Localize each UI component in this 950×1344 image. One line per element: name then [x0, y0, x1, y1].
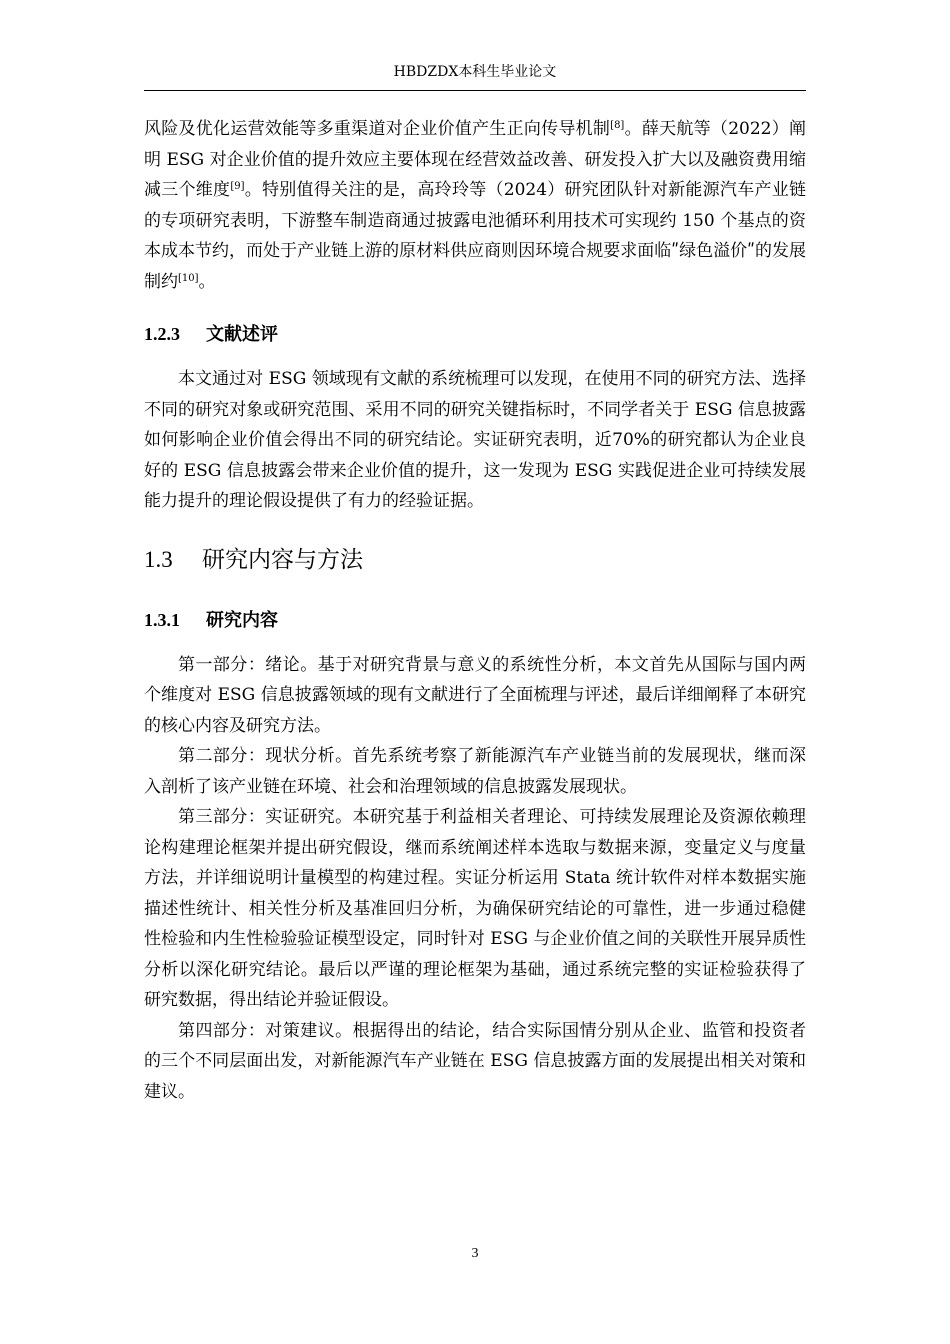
citation-ref: [8]: [610, 120, 625, 131]
heading-title: 研究内容与方法: [202, 546, 363, 573]
citation-ref: [10]: [178, 272, 199, 284]
heading-title: 研究内容: [206, 609, 278, 631]
heading-number: 1.3.1: [144, 609, 180, 630]
paragraph-literature-continued: [144, 114, 806, 297]
paragraph-text: 风险及优化运营效能等多重渠道对企业价值产生正向传导机制: [144, 119, 611, 139]
page-body: [144, 114, 806, 1107]
paragraph-part-four: 第四部分：对策建议。根据得出的结论，结合实际国情分别从企业、监管和投资者的三个不同层面出发，对新能源汽车产业链在 ESG 信息披露方面的发展提出相关对策和建议。: [144, 1020, 806, 1102]
header-rule: [144, 90, 806, 91]
paragraph-text: 。薛天航等（2022）阐明 ESG 对企业价值的提升效应主要体现在经营效益改善、研发投入扩大以及融资费用缩减三个维度: [144, 119, 806, 200]
paragraph-part-two: 第二部分：现状分析。首先系统考察了新能源汽车产业链当前的发展现状，继而深入剖析了该产业链在环境、社会和治理领域的信息披露发展现状。: [144, 746, 806, 797]
paragraph-text: 。特别值得关注的是，高玲玲等（2024）研究团队针对新能源汽车产业链的专项研究表明，下游整车制造商通过披露电池循环利用技术可实现约 150 个基点的资本成本节约，而处于产业链上游的原材料供应商则因环境合规要求面临ʺ绿色溢价ʺ的发展制约: [144, 180, 806, 292]
subsection-heading-1-2-3: [144, 319, 806, 350]
paragraph-literature-review: 本文通过对 ESG 领域现有文献的系统梳理可以发现，在使用不同的研究方法、选择不同的研究对象或研究范围、采用不同的研究关键指标时，不同学者关于 ESG 信息披露如何影响企业价值会得出不同的研究结论。实证研究表明，近70%的研究都认为企业良好的 ESG 信息披露会带来企业价值的提升，这一发现为 ESG 实践促进企业可持续发展能力提升的理论假设提供了有力的经验证据。: [144, 369, 806, 511]
running-header: HBDZDX本科生毕业论文: [393, 64, 557, 80]
heading-number: 1.3: [144, 546, 173, 572]
heading-title: 文献述评: [206, 324, 278, 345]
page-number: 3: [471, 1246, 479, 1261]
citation-ref: [9]: [230, 181, 245, 192]
subsection-heading-1-3-1: [144, 605, 806, 636]
heading-number: 1.2.3: [144, 324, 180, 344]
paragraph-part-three: 第三部分：实证研究。本研究基于利益相关者理论、可持续发展理论及资源依赖理论构建理论框架并提出研究假设，继而系统阐述样本选取与数据来源，变量定义与度量方法，并详细说明计量模型的构建过程。实证分析运用 Stata 统计软件对样本数据实施描述性统计、相关性分析及基准回归分析，为确保研究结论的可靠性，进一步通过稳健性检验和内生性检验验证模型设定，同时针对 ESG 与企业价值之间的关联性开展异质性分析以深化研究结论。最后以严谨的理论框架为基础，通过系统完整的实证检验获得了研究数据，得出结论并验证假设。: [144, 807, 806, 1010]
paragraph-part-one: 第一部分：绪论。基于对研究背景与意义的系统性分析，本文首先从国际与国内两个维度对 ESG 信息披露领域的现有文献进行了全面梳理与评述，最后详细阐释了本研究的核心内容及研究方法。: [144, 654, 806, 736]
paragraph-text: 。: [198, 271, 216, 292]
section-heading-1-3: [144, 543, 806, 577]
